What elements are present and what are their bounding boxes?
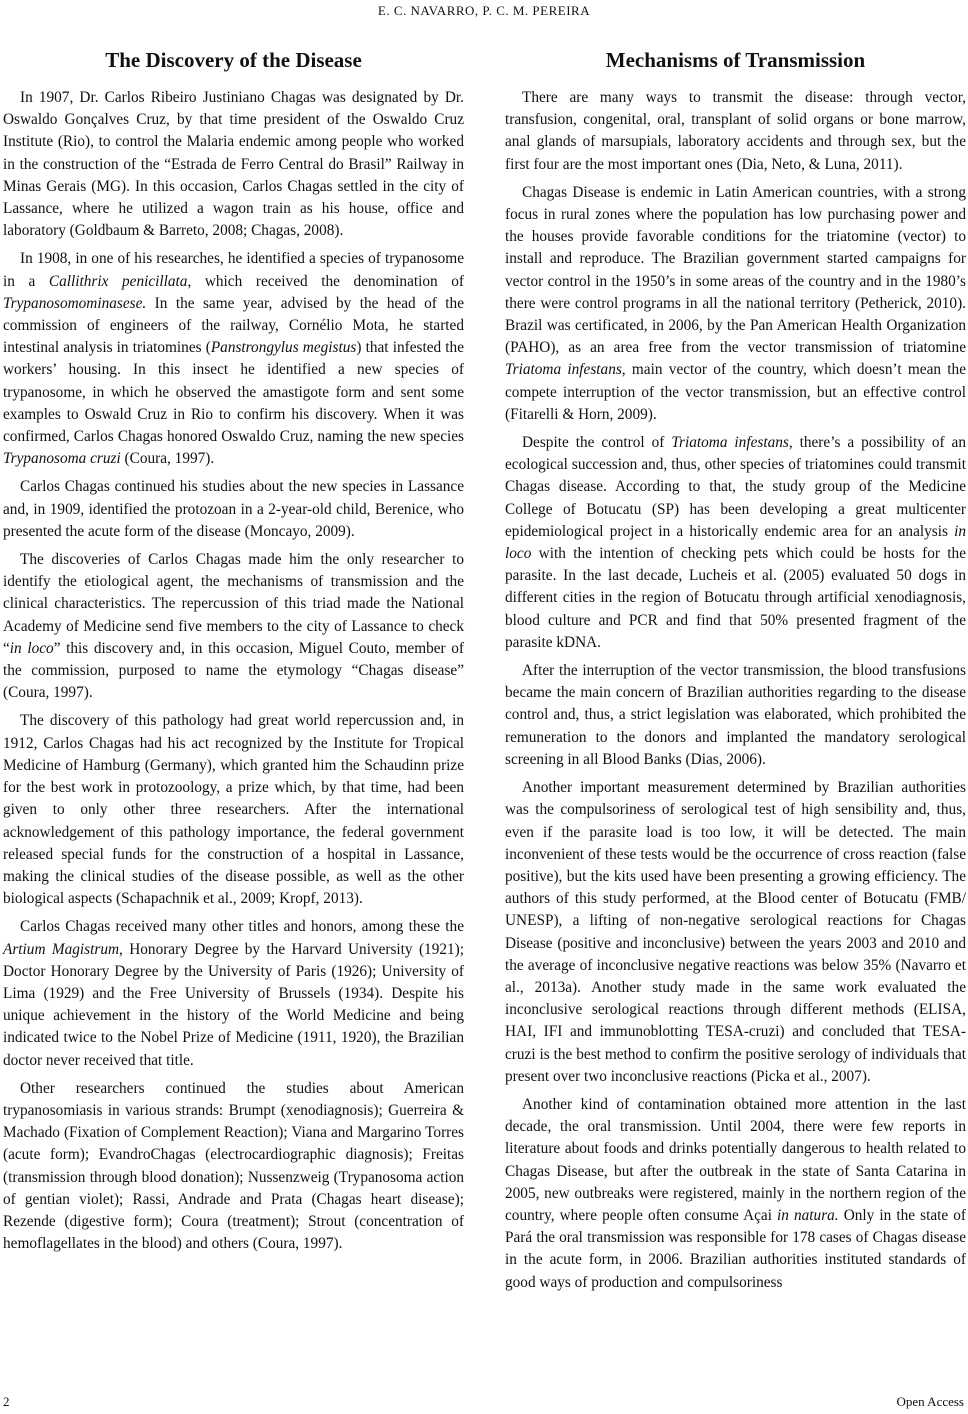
running-head: E. C. NAVARRO, P. C. M. PEREIRA bbox=[377, 3, 591, 18]
latin-term: in loco bbox=[505, 522, 966, 563]
paragraph: In 1907, Dr. Carlos Ribeiro Justiniano Chagas was designated by Dr. Oswaldo Gonçalves Cruz, by that time president of the Oswaldo Cruz Institute (Rio), to control the Malaria endemic among people who worked in the construction of the “Estrada de Ferro Central do Brasil” Railway in Minas Gerais (MG). In this occasion, Carlos Chagas settled in the city of Lassance, where he utilized a wagon train as his house, office and laboratory (Goldbaum & Barreto, 2008; Chagas, 2008). bbox=[3, 89, 464, 240]
paragraph: In 1908, in one of his researches, he identified a species of trypanosome in a Callithrix penicillata, which received the denomination of Trypanosomominasese. In the same year, advised by the head of the commission of engineers of the railway, Cornélio Mota, he started intestinal analysis in triatomines (Panstrongylus megistus) that infested the workers’ housing. In this insect he identified a new species of trypanosome, in which he observed the amastigote form and sent some examples to Oswald Cruz in Rio to confirm his discovery. When it was confirmed, Carlos Chagas honored Oswaldo Cruz, naming the new species Trypanosoma cruzi (Coura, 1997). bbox=[3, 250, 464, 468]
latin-term: Artium Magistrum bbox=[3, 940, 120, 958]
paragraph: There are many ways to transmit the disease: through vector, transfusion, congenital, oral, transplant of solid organs or bone marrow, anal glands of marsupials, laboratory accidents and through sex, but the first four are the most important ones (Dia, Neto, & Luna, 2011). bbox=[505, 89, 966, 173]
page-number: 2 bbox=[3, 1394, 10, 1409]
paragraph: Chagas Disease is endemic in Latin American countries, with a strong focus in rural zones where the population has low purchasing power and the houses provide favorable conditions for the triatomine (vector) to install and reproduce. The Brazilian government started campaigns for vector control in the 1950’s in some areas of the country and in the 1980’s there were control programs in all the national territory (Petherick, 2010). Brazil was certificated, in 2006, by the Pan American Health Organization (PAHO), as an area free from the vector transmission of triatomine Triatoma infestans, main vector of the country, which doesn’t mean the compete interruption of the vector transmission, but an effective control (Fitarelli & Horn, 2009). bbox=[505, 183, 966, 423]
latin-term: in loco bbox=[9, 639, 54, 657]
paragraph: Another important measurement determined by Brazilian authorities was the compulsoriness of serological test of high sensibility and, thus, even if the parasite load is too low, it will be detected. The main inconvenient of these tests would be the occurrence of cross reaction (false positive), but the kits used have been presenting a growing efficiency. The authors of this study performed, at the Blood center of Botucatu (FMB/ UNESP), a lifting of non-negative serological reactions for Chagas Disease (positive and inconclusive) between the years 2003 and 2010 and the average of inconclusive negative reactions was below 35% (Navarro et al., 2013a). Another study made in the same work evaluated the inconclusive serological reactions through different methods (ELISA, HAI, IFI and immunoblotting TESA-cruzi) and concluded that TESA-cruzi is the best method to confirm the positive serology of individuals that present over two inconclusive reactions (Picka et al., 2007). bbox=[505, 779, 966, 1085]
paragraph: Carlos Chagas received many other titles and honors, among these the Artium Magistrum, Honorary Degree by the Harvard University (1921); Doctor Honorary Degree by the University of Paris (1926); University of Lima (1929) and the Free University of Brussels (1934). Despite his unique achievement in the history of the World Medicine and being indicated twice to the Nobel Prize of Medicine (1911, 1920), the Brazilian doctor never received that title. bbox=[3, 918, 464, 1069]
paragraph: The discoveries of Carlos Chagas made him the only researcher to identify the etiological agent, the mechanisms of transmission and the clinical characteristics. The repercussion of this triad made the National Academy of Medicine send five members to the city of Lassance to check “in loco” this discovery and, in this occasion, Miguel Couto, member of the commission, purposed to name the etymology “Chagas disease” (Coura, 1997). bbox=[3, 551, 465, 702]
latin-term: in natura. bbox=[777, 1206, 839, 1224]
paragraph: Carlos Chagas continued his studies about the new species in Lassance and, in 1909, identified the protozoan in a 2-year-old child, Berenice, who presented the acute form of the disease (Moncayo, 2009). bbox=[3, 478, 464, 540]
paragraph: The discovery of this pathology had great world repercussion and, in 1912, Carlos Chagas had his act recognized by the Institute for Tropical Medicine of Hamburg (Germany), which granted him the Schaudinn prize for the best work in protozoology, a prize which, by that time, had been given to only other three researchers. After the international acknowledgement of this pathology importance, the federal government released special funds for the construction of a hospital in Lassance, making the clinical studies of the disease possible, as well as the other biological aspects (Schapachnik et al., 2009; Kropf, 2013). bbox=[3, 712, 464, 908]
paragraph: After the interruption of the vector transmission, the blood transfusions became the main concern of Brazilian authorities regarding to the disease control and, thus, a strict legislation was elaborated, which prohibited the remuneration to the donors and implanted the mandatory serological screening in all Blood Banks (Dias, 2006). bbox=[505, 662, 966, 768]
right-column bbox=[505, 48, 966, 1294]
section-title-discovery: The Discovery of the Disease bbox=[105, 48, 362, 72]
species-name: Trypanosoma cruzi bbox=[3, 450, 121, 468]
section-title-transmission: Mechanisms of Transmission bbox=[605, 48, 866, 72]
species-name: Trypanosomominasese. bbox=[3, 294, 147, 312]
paragraph: Another kind of contamination obtained more attention in the last decade, the oral transmission. Until 2004, there were few reports in literature about foods and drinks potentially dangerous to health related to Chagas Disease, but after the outbreak in the state of Santa Catarina in 2005, new outbreaks were registered, mainly in the northern region of the country, where people often consume Açai in natura. Only in the state of Pará the oral transmission was responsible for 178 cases of Chagas disease in the acute form, in 2006. Brazilian authorities instituted standards of good ways of production and compulsoriness bbox=[505, 1095, 967, 1291]
species-name: Panstrongylus megistus bbox=[210, 339, 357, 357]
paragraph: Other researchers continued the studies about American trypanosomiasis in various strands: Brumpt (xenodiagnosis); Guerreira & Machado (Fixation of Complement Reaction); Viana and Margarino Torres (acute form); EvandroChagas (electrocardiographic diagnosis); Freitas (transmission through blood donation); Nussenzweig (Trypanosoma action of gentian violet); Rassi, Andrade and Prata (Chagas heart disease); Rezende (digestive form); Coura (treatment); Strout (concentration of hemoflagellates in the blood) and others (Coura, 1997). bbox=[3, 1079, 464, 1253]
species-name: Callithrix penicillata bbox=[48, 272, 188, 290]
species-name: Triatoma infestans bbox=[505, 361, 622, 379]
open-access-label: Open Access bbox=[896, 1394, 964, 1409]
species-name: Triatoma infestans bbox=[671, 434, 789, 452]
paragraph: Despite the control of Triatoma infestans, there’s a possibility of an ecological succession and, thus, other species of triatomines could transmit Chagas disease. According to that, the study group of the Medicine College of Botucatu (SP) has been developing a great multicenter epidemiological project in a historically endemic area for an analysis in loco with the intention of checking pets which could be hosts for the parasite. In the last decade, Lucheis et al. (2005) evaluated 50 dogs in different cities in the region of Botucatu through artificial xenodiagnosis, blood culture and PCR and find that 50% presented fragment of the parasite kDNA. bbox=[505, 434, 966, 651]
left-column bbox=[3, 48, 464, 1255]
